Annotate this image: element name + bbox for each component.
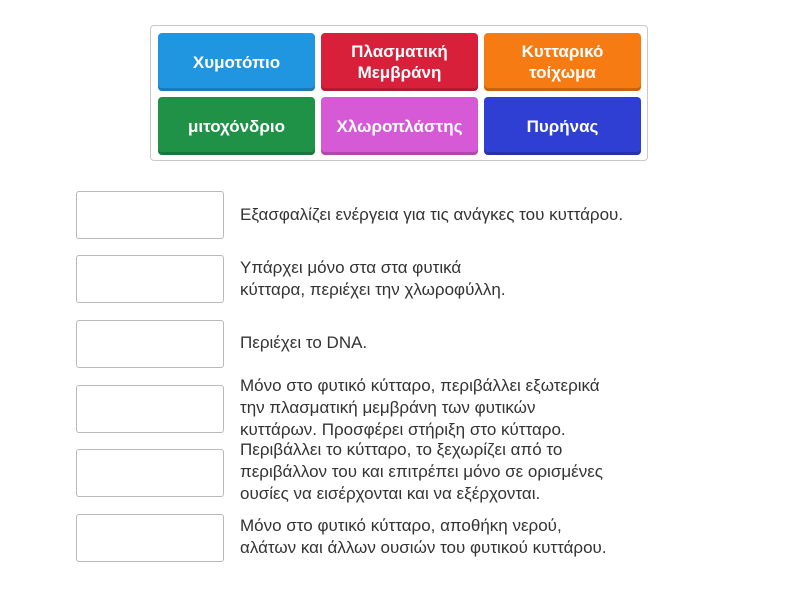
prompt-text-6: Μόνο στο φυτικό κύτταρο, αποθήκη νερού, αλάτων και άλλων ουσιών του φυτικού κυττάρου. (240, 516, 607, 557)
drop-slot-3[interactable] (76, 320, 224, 368)
drop-slot-4[interactable] (76, 385, 224, 433)
tile-cell-wall[interactable]: Κυτταρικό τοίχωμα (484, 33, 641, 91)
tile-nucleus[interactable]: Πυρήνας (484, 97, 641, 155)
prompt-text-2: Υπάρχει μόνο στα στα φυτικά κύτταρα, περιέχει την χλωροφύλλη. (240, 258, 506, 299)
drop-slot-6[interactable] (76, 514, 224, 562)
prompt-text-5: Περιβάλλει το κύτταρο, το ξεχωρίζει από το περιβάλλον του και επιτρέπει μόνο σε ορισμένες ουσίες να εισέρχονται και να εξέρχονται. (240, 440, 603, 503)
tile-mitochondrion[interactable]: μιτοχόνδριο (158, 97, 315, 155)
tile-plasma-membrane[interactable]: Πλασματική Μεμβράνη (321, 33, 478, 91)
prompt-text-3: Περιέχει το DNA. (240, 333, 368, 352)
drop-slot-2[interactable] (76, 255, 224, 303)
prompt-text-4: Μόνο στο φυτικό κύτταρο, περιβάλλει εξωτερικά την πλασματική μεμβράνη των φυτικών κυττάρων. Προσφέρει στήριξη στο κύτταρο. (240, 376, 600, 439)
tile-vacuole[interactable]: Χυμοτόπιο (158, 33, 315, 91)
answer-tiles-tray (150, 25, 648, 161)
drop-slot-5[interactable] (76, 449, 224, 497)
drop-slot-1[interactable] (76, 191, 224, 239)
prompt-text-1: Εξασφαλίζει ενέργεια για τις ανάγκες του κυττάρου. (240, 205, 624, 224)
tile-chloroplast[interactable]: Χλωροπλάστης (321, 97, 478, 155)
